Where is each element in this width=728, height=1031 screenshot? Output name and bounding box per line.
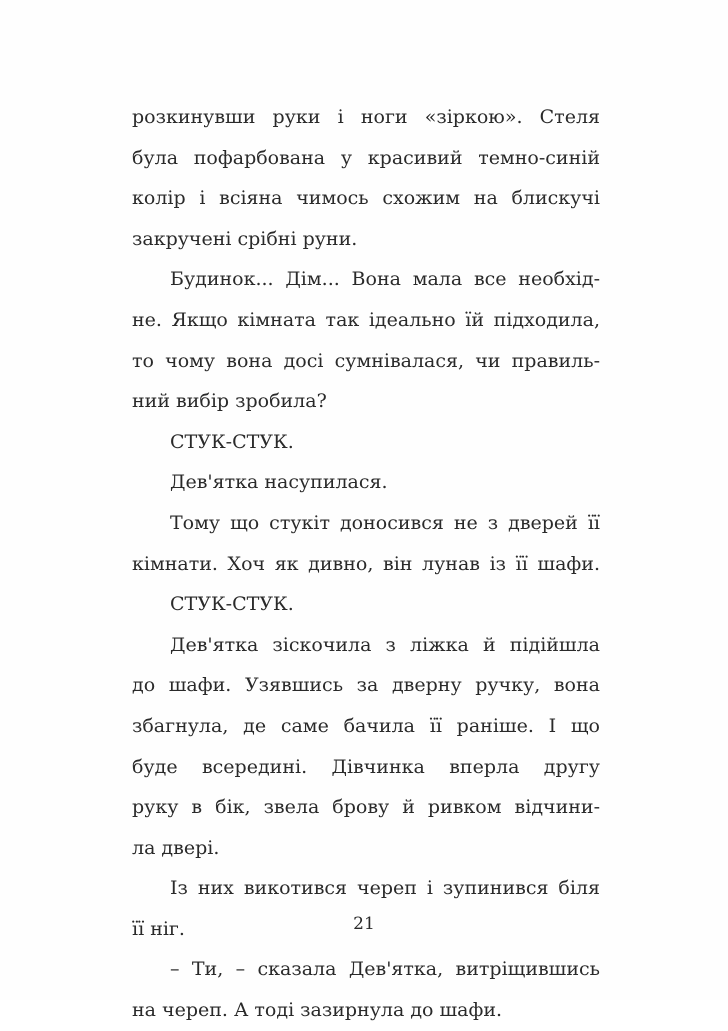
text-line: то чому вона досі сумнівалася, чи правиль- <box>132 349 600 372</box>
text-line: до шафи. Узявшись за дверну ручку, вона <box>132 674 600 697</box>
text-line: кімнати. Хоч як дивно, він лунав із її шафи. <box>132 552 600 575</box>
text-line: – Ти, – сказала Дев'ятка, витріщившись <box>170 958 600 981</box>
text-line: розкинувши руки і ноги «зіркою». Стеля <box>132 106 600 128</box>
text-line: СТУК-СТУК. <box>170 430 294 453</box>
text-line: Дев'ятка насупилася. <box>170 471 388 494</box>
text-line: була пофарбована у красивий темно-синій <box>132 146 600 169</box>
text-line: Тому що стукіт доносився не з дверей її <box>170 511 600 534</box>
text-line: Дев'ятка зіскочила з ліжка й підійшла <box>170 633 600 656</box>
text-line: ла двері. <box>132 836 220 859</box>
text-line: колір і всіяна чимось схожим на блискучі <box>132 187 600 210</box>
page-number: 21 <box>353 914 375 934</box>
text-line: Будинок... Дім... Вона мала все необхід- <box>170 268 600 291</box>
text-line: ний вибір зробила? <box>132 390 327 413</box>
text-line: збагнула, де саме бачила її раніше. І що <box>132 714 600 737</box>
text-line: не. Якщо кімната так ідеально їй підходила, <box>132 308 600 331</box>
text-line: Із них викотився череп і зупинився біля <box>170 877 600 900</box>
text-line: буде всередині. Дівчинка вперла другу <box>132 755 600 778</box>
text-line: її ніг. <box>132 917 185 940</box>
text-line: руку в бік, звела брову й ривком відчини- <box>132 796 600 819</box>
text-line: на череп. А тоді зазирнула до шафи. <box>132 999 503 1022</box>
text-line: СТУК-СТУК. <box>170 593 294 616</box>
body-text <box>132 97 600 1031</box>
text-line: закручені срібні руни. <box>132 227 358 250</box>
